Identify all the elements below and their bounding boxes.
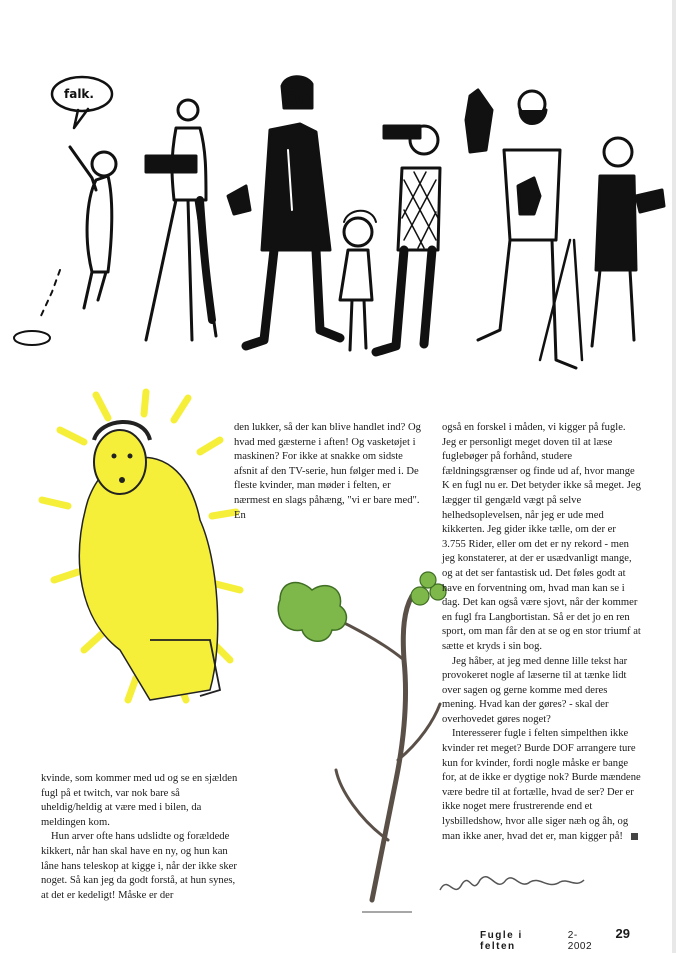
text-column-right <box>442 421 642 844</box>
end-of-article-mark <box>631 833 638 840</box>
birdwatchers-cartoon <box>14 77 664 368</box>
artist-signature <box>440 877 584 890</box>
sunglasses-person-figure <box>246 77 340 346</box>
paragraph: kvinde, som kommer med ud og se en sjælden fugl på et twitch, var nok bare så uheldig/heldig at være med i bilen, da meldingen kom. <box>41 773 238 828</box>
page-number: 29 <box>615 926 630 941</box>
speech-bubble-text: falk. <box>64 87 94 101</box>
pointing-person-figure <box>14 147 116 345</box>
child-figure <box>340 211 376 350</box>
speech-bubble <box>52 77 112 128</box>
magazine-title: Fugle i felten <box>480 930 523 952</box>
paragraph <box>442 727 642 844</box>
sapling-illustration <box>278 572 446 912</box>
text-column-middle <box>234 421 426 523</box>
paragraph: også en forskel i måden, vi kigger på fugle. Jeg er personligt meget doven til at læse fuglebøger på forhånd, studere fældningsgrænser og finde ud af, hvor mange K en fugl nu er. Det betyder ikke så meget. Jeg lægger til gengæld vægt på selve helhedsoplevelsen, når jeg er ude med kikkerten. Jeg gider ikke tælle, om der er 3.755 Rider, eller om det er ny rekord - men jeg konstaterer, at der er usædvanligt mange, og at det ser fantastisk ud. Det føles godt at have en forventning om, hvad man kan se i dag. Det kan også være sjovt, når der kommer en fugl fra Langbortistan. Så er det jo en ren sport, om man får den at se og en stor triumf at sætte et kryds i sin bog. <box>442 422 641 652</box>
bearded-man-figure <box>466 90 576 368</box>
glowing-woman-illustration <box>42 392 240 700</box>
paragraph: Hun arver ofte hans udslidte og forældede kikkert, når han skal have en ny, og hun kan låne hans teleskop at kigge i, når der ikke sker noget. Så kan jeg da godt forstå, at hun synes, at det er kedeligt! Måske er der <box>41 831 237 901</box>
paragraph: Jeg håber, at jeg med denne lille tekst har provokeret nogle af læserne til at tænke lidt over sagen og gerne komme med deres mening. Hvad kan der gøres? - skal der overhovedet gøres noget? <box>442 655 628 725</box>
issue-number: 2-2002 <box>567 930 593 952</box>
page-footer <box>480 926 630 952</box>
telescope-person-figure <box>146 100 250 340</box>
binoculars-person-figure <box>376 126 440 352</box>
paragraph-text: Interesserer fugle i felten simpelthen ikke kvinder ret meget? Burde DOF arrangere ture kun for kvinder, fordi nogle måske er bange for, at de ikke er dygtige nok? Burde mændene være bedre til at fortælle, hvad de ser? Der er ikke noget mere frustrerende end et lysbilledshow, hvor alle siger næh og åh, og man ikke aner, hvad det er, man kigger på! <box>442 728 641 842</box>
text-column-left <box>41 772 241 903</box>
page-edge-shadow <box>672 0 676 953</box>
paragraph: den lukker, så der kan blive handlet ind? Og hvad med gæsterne i aften! Og vasketøjet i maskinen? For ikke at snakke om sidste afsnit af den TV-serie, hun følger med i. De fleste kvinder, man møder i felten, er nærmest en slags påhæng, "vi er bare med". En <box>234 422 421 521</box>
